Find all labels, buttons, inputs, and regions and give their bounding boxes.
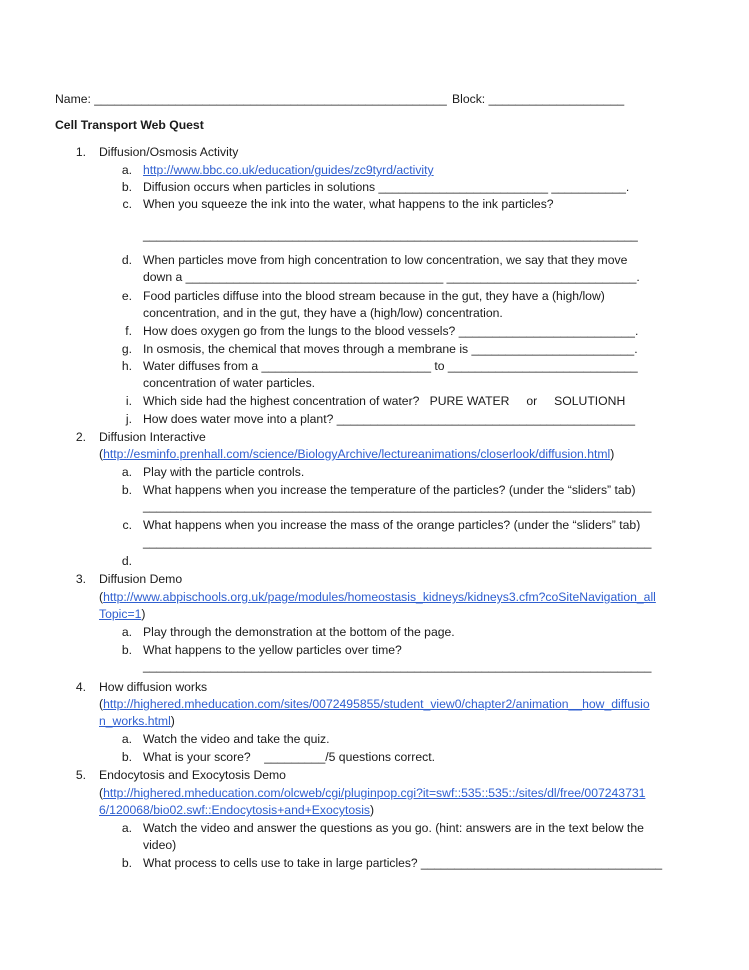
- q2b-text: What happens when you increase the temperature of the particles? (under the “sliders” tab): [143, 483, 636, 497]
- page-title: Cell Transport Web Quest: [55, 118, 204, 132]
- q5-close-paren: ): [370, 803, 375, 817]
- q1i-text: Which side had the highest concentration of water? PURE WATER or SOLUTIONH: [143, 394, 626, 408]
- q1d-text-line2: down a ______________________________________ ____________________________.: [143, 270, 640, 284]
- q2-open-paren: (: [99, 447, 104, 461]
- q3b-text: What happens to the yellow particles over time?: [143, 643, 402, 657]
- q2a-letter: a.: [121, 465, 132, 479]
- q2-label: Diffusion Interactive: [99, 430, 206, 444]
- q4-number: 4.: [75, 680, 86, 694]
- q2c-letter: c.: [122, 518, 132, 532]
- q1e-text-line2: concentration, and in the gut, they have a (high/low) concentration.: [143, 306, 503, 320]
- q4-close-paren: ): [170, 714, 175, 728]
- q1e-letter: e.: [121, 289, 132, 303]
- q2-number: 2.: [75, 430, 86, 444]
- q3-close-paren: ): [141, 607, 146, 621]
- q1e-text-line1: Food particles diffuse into the blood stream because in the gut, they have a (high/low): [143, 289, 605, 303]
- q4b-text: What is your score? _________/5 questions correct.: [143, 750, 435, 764]
- q4-label: How diffusion works: [99, 680, 208, 694]
- q3a-text: Play through the demonstration at the bottom of the page.: [143, 625, 455, 639]
- q2b-letter: b.: [121, 483, 132, 497]
- q1d-text-line1: When particles move from high concentration to low concentration, we say that they move: [143, 253, 628, 267]
- q2-diffusion-link[interactable]: http://esminfo.prenhall.com/science/BiologyArchive/lectureanimations/closerlook/diffusion.html: [103, 447, 611, 461]
- q3-demo-link-line1[interactable]: http://www.abpischools.org.uk/page/modules/homeostasis_kidneys/kidneys3.cfm?coSiteNavigation_all: [103, 590, 656, 604]
- q1b-letter: b.: [121, 180, 132, 194]
- q1h-text-line1: Water diffuses from a _________________________ to ____________________________: [143, 359, 638, 373]
- q5-number: 5.: [75, 768, 86, 782]
- q4-open-paren: (: [99, 697, 104, 711]
- q3-number: 3.: [75, 572, 86, 586]
- q5a-letter: a.: [121, 821, 132, 835]
- q1c-letter: c.: [122, 197, 132, 211]
- q1g-letter: g.: [121, 342, 132, 356]
- q1a-letter: a.: [121, 163, 132, 177]
- q1b-text: Diffusion occurs when particles in solutions _________________________ ___________.: [143, 180, 630, 194]
- q5b-text: What process to cells use to take in large particles? ____________________________________: [143, 856, 663, 870]
- q5a-text-line2: video): [143, 838, 177, 852]
- q1j-letter: j.: [125, 412, 132, 426]
- q5a-text-line1: Watch the video and answer the questions as you go. (hint: answers are in the text below the: [143, 821, 644, 835]
- q1c-text: When you squeeze the ink into the water, what happens to the ink particles?: [143, 197, 554, 211]
- q1d-letter: d.: [121, 253, 132, 267]
- q3-label: Diffusion Demo: [99, 572, 183, 586]
- q5-label: Endocytosis and Exocytosis Demo: [99, 768, 286, 782]
- q2b-answer-blank[interactable]: ___________________________________________________________________________: [143, 499, 652, 513]
- q2c-text: What happens when you increase the mass of the orange particles? (under the “sliders” tab): [143, 518, 641, 532]
- q5-demo-link-line2[interactable]: 6/120068/bio02.swf::Endocytosis+and+Exocytosis: [99, 803, 371, 817]
- q2d-letter: d.: [121, 554, 132, 568]
- q1h-text-line2: concentration of water particles.: [143, 376, 316, 390]
- q1-number: 1.: [75, 145, 86, 159]
- q4b-letter: b.: [121, 750, 132, 764]
- q1-activity-link[interactable]: http://www.bbc.co.uk/education/guides/zc9tyrd/activity: [143, 163, 434, 177]
- q3-open-paren: (: [99, 590, 104, 604]
- q3b-answer-blank[interactable]: ___________________________________________________________________________: [143, 659, 652, 673]
- name-field[interactable]: Name: ____________________________________________________: [55, 92, 447, 106]
- q3-demo-link-line2[interactable]: Topic=1: [99, 607, 142, 621]
- q2a-text: Play with the particle controls.: [143, 465, 305, 479]
- q2-close-paren: ): [610, 447, 615, 461]
- q1i-letter: i.: [125, 394, 132, 408]
- q1f-text: How does oxygen go from the lungs to the blood vessels? __________________________.: [143, 324, 639, 338]
- q1f-letter: f.: [125, 324, 132, 338]
- q5-open-paren: (: [99, 786, 104, 800]
- q1c-answer-blank[interactable]: _________________________________________________________________________: [143, 228, 638, 242]
- q1-label: Diffusion/Osmosis Activity: [99, 145, 239, 159]
- q3b-letter: b.: [121, 643, 132, 657]
- q4a-text: Watch the video and take the quiz.: [143, 732, 330, 746]
- q1g-text: In osmosis, the chemical that moves through a membrane is ________________________.: [143, 342, 638, 356]
- q4-animation-link-line1[interactable]: http://highered.mheducation.com/sites/0072495855/student_view0/chapter2/animation__how_diffusio: [103, 697, 650, 711]
- q2c-answer-blank[interactable]: ___________________________________________________________________________: [143, 535, 652, 549]
- q4-animation-link-line2[interactable]: n_works.html: [99, 714, 171, 728]
- q1h-letter: h.: [121, 359, 132, 373]
- block-field[interactable]: Block: ____________________: [452, 92, 625, 106]
- q3a-letter: a.: [121, 625, 132, 639]
- q5b-letter: b.: [121, 856, 132, 870]
- q4a-letter: a.: [121, 732, 132, 746]
- q1j-text: How does water move into a plant? ____________________________________________: [143, 412, 635, 426]
- q5-demo-link-line1[interactable]: http://highered.mheducation.com/olcweb/cgi/pluginpop.cgi?it=swf::535::535::/sites/dl/free/007243731: [103, 786, 646, 800]
